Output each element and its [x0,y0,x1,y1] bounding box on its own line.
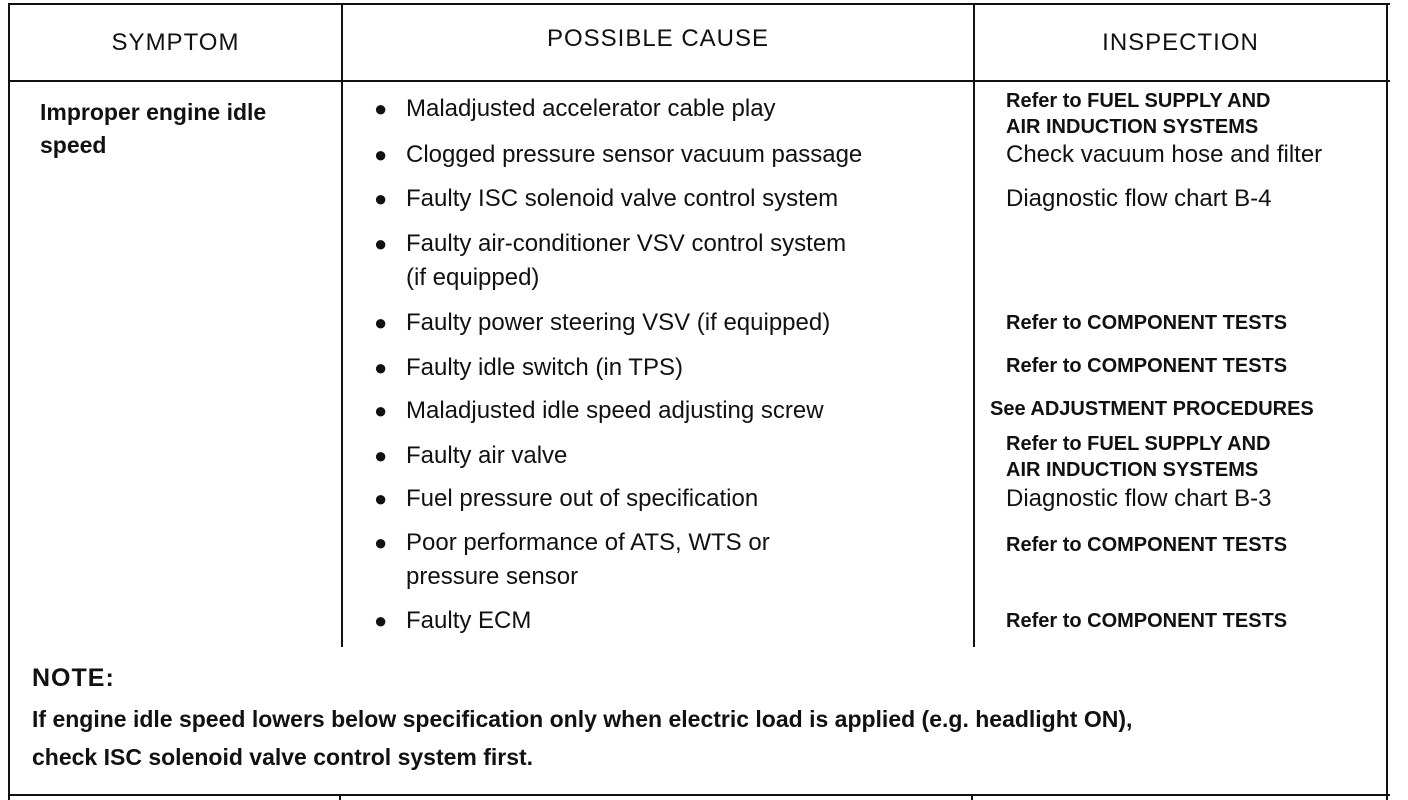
table-right-border [1386,3,1388,800]
inspection-line: Check vacuum hose and filter [1006,141,1323,168]
cause-item [374,526,770,594]
cause-item [374,439,568,473]
cause-line: Poor performance of ATS, WTS or [406,529,770,556]
cause-item [374,482,759,516]
symptom-text: Improper engine idle speed [40,99,267,158]
bullet-icon: ● [374,142,388,167]
cause-line: Fuel pressure out of specification [406,485,759,512]
table-left-border [8,3,10,800]
cause-line: (if equipped) [406,264,540,291]
cause-item [374,604,532,638]
inspection-item [1006,353,1287,379]
table-bottom-border [8,794,1390,796]
bullet-icon: ● [374,486,388,511]
cause-item [374,92,776,126]
inspection-line: See ADJUSTMENT PROCEDURES [990,398,1314,420]
bullet-icon: ● [374,443,388,468]
note-line-1: If engine idle speed lowers below specification only when electric load is applied (e.g. headlight ON), [32,706,1133,732]
cause-line: Maladjusted idle speed adjusting screw [406,397,824,424]
header-possible-cause: POSSIBLE CAUSE [546,25,770,52]
inspection-line: Refer to FUEL SUPPLY AND [1006,433,1271,455]
inspection-item [1006,310,1287,336]
inspection-item [990,396,1314,422]
header-symptom: SYMPTOM [111,29,240,56]
cause-line: Faulty ECM [406,607,532,634]
inspection-item [1006,532,1287,558]
column-divider-1-bottom [339,794,341,800]
cause-line: Maladjusted accelerator cable play [406,95,776,122]
inspection-line: Diagnostic flow chart B-4 [1006,185,1272,212]
cause-item [374,306,831,340]
cause-item [374,227,847,295]
inspection-line: Diagnostic flow chart B-3 [1006,485,1272,512]
cause-line: pressure sensor [406,563,579,590]
cause-item [374,138,863,172]
bullet-icon: ● [374,355,388,380]
header-inspection: INSPECTION [1102,29,1259,56]
column-divider-2 [973,3,975,647]
cause-line: Faulty air valve [406,442,568,469]
cause-item [374,351,683,385]
bullet-icon: ● [374,530,388,555]
cause-line: Faulty power steering VSV (if equipped) [406,309,831,336]
inspection-line: Refer to FUEL SUPPLY AND [1006,90,1271,112]
bullet-icon: ● [374,96,388,121]
inspection-line: AIR INDUCTION SYSTEMS [1006,116,1259,138]
bullet-icon: ● [374,231,388,256]
note-title: NOTE: [32,664,115,692]
cause-item [374,394,824,428]
inspection-item [1006,608,1287,634]
cause-line: Faulty ISC solenoid valve control system [406,185,839,212]
column-divider-1 [341,3,343,647]
inspection-item [1006,141,1322,169]
inspection-line: Refer to COMPONENT TESTS [1006,534,1288,556]
inspection-item [1006,88,1271,140]
cause-item [374,182,839,216]
inspection-line: Refer to COMPONENT TESTS [1006,610,1288,632]
bullet-icon: ● [374,186,388,211]
cause-line: Clogged pressure sensor vacuum passage [406,141,863,168]
inspection-item [1006,485,1271,513]
inspection-item [1006,185,1271,213]
note-line-2: check ISC solenoid valve control system first. [32,744,534,770]
column-divider-2-bottom [971,794,973,800]
bullet-icon: ● [374,310,388,335]
bullet-icon: ● [374,608,388,633]
inspection-line: Refer to COMPONENT TESTS [1006,355,1288,377]
bullet-icon: ● [374,398,388,423]
inspection-line: Refer to COMPONENT TESTS [1006,312,1288,334]
cause-line: Faulty idle switch (in TPS) [406,354,683,381]
inspection-line: AIR INDUCTION SYSTEMS [1006,459,1259,481]
inspection-item [1006,431,1271,483]
cause-line: Faulty air-conditioner VSV control system [406,230,847,257]
